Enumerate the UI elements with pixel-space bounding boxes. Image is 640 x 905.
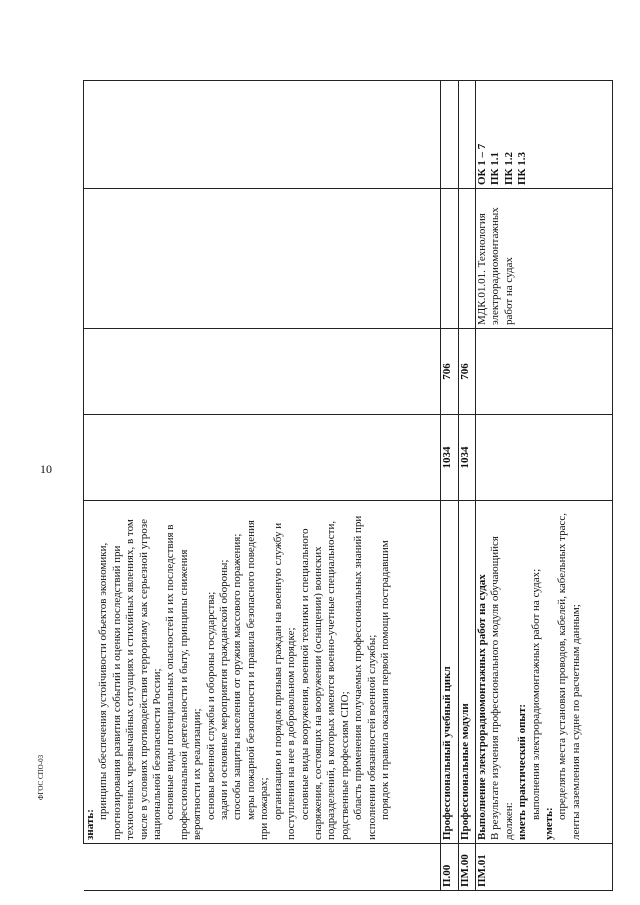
required-hours: 706 xyxy=(441,329,459,415)
knowledge-item: принципы обеспечения устойчивости объектов экономики, прогнозирования развития событий и оценки последствий при техногенных чрезвычайных ситуациях и стихийных явлениях, в том числе в условиях противодействия терроризму как серьезной угрозе национальной безопасности России; xyxy=(97,519,164,840)
skills-heading: уметь: xyxy=(543,807,556,840)
mdk-cell: МДК.01.01. Технология электрорадиомонтажных работ на судах xyxy=(476,189,613,329)
curriculum-table xyxy=(83,80,613,891)
knowledge-item: меры пожарной безопасности и правила безопасного поведения при пожарах; xyxy=(244,520,271,840)
table-row-knowledge xyxy=(84,81,441,891)
competency-code: ОК 1 – 7 xyxy=(476,143,488,185)
knowledge-item: основные виды вооружения, военной техники и специального снаряжения, состоящих на вооружении (оснащении) воинских подразделений, в которых имеются военно-учетные специальности, родственные профессиям СПО; xyxy=(298,520,351,840)
page-footer: ФГОС СПО-03 xyxy=(37,754,45,800)
table-row-pm00 xyxy=(459,81,476,891)
row-code: ПМ.01 xyxy=(476,844,613,891)
max-hours: 1034 xyxy=(441,415,459,501)
module-title: Выполнение электрорадиомонтажных работ на судах xyxy=(476,574,488,840)
row-title: Профессиональные модули xyxy=(459,501,476,844)
competency-code: ПК 1.2 xyxy=(502,151,515,185)
knowledge-item: организацию и порядок призыва граждан на военную службу и поступления на нее в добровольном порядке; xyxy=(271,522,298,840)
max-hours: 1034 xyxy=(459,415,476,501)
table-row-pm01 xyxy=(476,81,613,891)
knowledge-item: область применения получаемых профессиональных знаний при исполнении обязанностей военной службы; xyxy=(352,515,378,840)
page-number: 10 xyxy=(40,462,52,476)
required-hours: 706 xyxy=(459,329,476,415)
knowledge-item: способы защиты населения от оружия массового поражения; xyxy=(231,533,244,820)
practice-item: выполнения электрорадиомонтажных работ на судах; xyxy=(529,568,542,820)
competencies-cell xyxy=(476,81,613,189)
competency-code: ПК 1.3 xyxy=(516,151,529,185)
knowledge-item: задачи и основные мероприятия гражданской обороны; xyxy=(218,559,231,820)
module-intro: В результате изучения профессионального модуля обучающийся должен: xyxy=(489,536,515,840)
row-code: ПМ.00 xyxy=(459,844,476,891)
practice-heading: иметь практический опыт: xyxy=(516,703,529,840)
knowledge-item: основы военной службы и обороны государства; xyxy=(204,591,217,820)
skills-item: определять места установки проводов, кабелей, кабельных трасс, ленты заземления на судне по расчетным данным; xyxy=(556,513,582,840)
table-row-p00 xyxy=(441,81,459,891)
knowledge-cell xyxy=(84,501,441,844)
row-title: Профессиональный учебный цикл xyxy=(441,501,459,844)
module-cell xyxy=(476,501,613,844)
row-code: П.00 xyxy=(441,844,459,891)
competency-code: ПК 1.1 xyxy=(489,151,502,185)
knowledge-heading: знать: xyxy=(84,809,96,840)
knowledge-item: порядок и правила оказания первой помощи пострадавшим xyxy=(378,540,391,820)
knowledge-item: основные виды потенциальных опасностей и их последствия в профессиональной деятельности и быту, принципы снижения вероятности их реализации; xyxy=(164,524,204,840)
rotated-page xyxy=(83,81,613,891)
